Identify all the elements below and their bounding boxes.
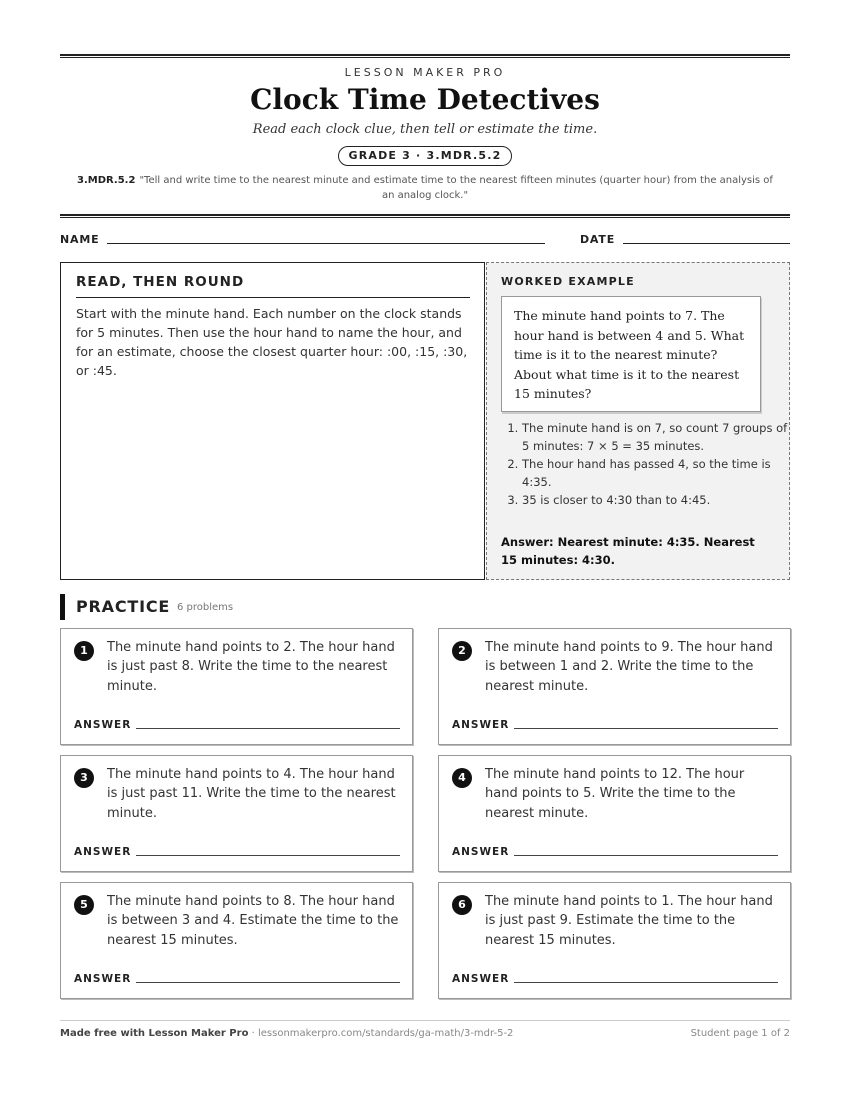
- date-label: DATE: [580, 233, 616, 246]
- worksheet-page: [60, 0, 790, 1100]
- problem-text: The minute hand points to 2. The hour hand is just past 8. Write the time to the nearest minute.: [107, 640, 395, 694]
- problem-card-5: [60, 882, 413, 999]
- footer-page-info: Student page 1 of 2: [690, 1028, 790, 1039]
- name-field[interactable]: [107, 243, 545, 244]
- answer-label: ANSWER: [74, 973, 132, 985]
- problem-number: 6: [452, 895, 472, 915]
- practice-accent-bar: [60, 594, 65, 620]
- practice-count: 6 problems: [177, 602, 234, 613]
- problem-card-4: [438, 755, 791, 872]
- worked-example-step: 3. 35 is closer to 4:30 than to 4:45.: [522, 491, 792, 509]
- footer-url: · lessonmakerpro.com/standards/ga-math/3-mdr-5-2: [248, 1028, 514, 1039]
- answer-label: ANSWER: [74, 846, 132, 858]
- footer-made-with: Made free with Lesson Maker Pro: [60, 1028, 249, 1039]
- brand-name: LESSON MAKER PRO: [344, 66, 506, 79]
- read-then-round-panel: [60, 262, 485, 580]
- problem-number: 2: [452, 641, 472, 661]
- worked-example-panel: [486, 262, 790, 580]
- footer-rule: [60, 1020, 790, 1021]
- problem-text: The minute hand points to 1. The hour hand is just past 9. Estimate the time to the nearest 15 minutes.: [485, 894, 773, 948]
- worked-example-steps: [501, 419, 792, 509]
- standard-text: "Tell and write time to the nearest minute and estimate time to the nearest fifteen minutes (quarter hour) from the analysis of an analog clock.": [139, 175, 773, 201]
- problem-text: The minute hand points to 4. The hour hand is just past 11. Write the time to the nearest minute.: [107, 767, 396, 821]
- answer-label: ANSWER: [452, 846, 510, 858]
- read-panel-body: Start with the minute hand. Each number on the clock stands for 5 minutes. Then use the hour hand to name the hour, and for an estimate, choose the closest quarter hour: :00, :15, :30, or :45.: [76, 306, 468, 378]
- problem-card-3: [60, 755, 413, 872]
- problem-number: 1: [74, 641, 94, 661]
- date-field[interactable]: [623, 243, 790, 244]
- answer-field-6[interactable]: [514, 982, 778, 983]
- worked-example-heading: WORKED EXAMPLE: [501, 275, 635, 288]
- worksheet-subtitle: Read each clock clue, then tell or estimate the time.: [252, 122, 598, 137]
- footer-credit: [60, 1028, 513, 1039]
- worked-example-prompt: The minute hand points to 7. The hour hand is between 4 and 5. What time is it to the nearest minute? About what time is it to the nearest 15 minutes?: [501, 296, 761, 412]
- read-panel-heading: READ, THEN ROUND: [76, 274, 470, 298]
- grade-badge: GRADE 3 · 3.MDR.5.2: [338, 146, 512, 166]
- problem-text: The minute hand points to 12. The hour hand points to 5. Write the time to the nearest minute.: [485, 767, 745, 821]
- answer-field-3[interactable]: [136, 855, 400, 856]
- worked-example-step: 2. The hour hand has passed 4, so the time is 4:35.: [522, 455, 792, 491]
- top-double-rule: [60, 54, 790, 58]
- answer-field-5[interactable]: [136, 982, 400, 983]
- worked-example-step: 1. The minute hand is on 7, so count 7 groups of 5 minutes: 7 × 5 = 35 minutes.: [522, 419, 792, 455]
- header-bottom-double-rule: [60, 214, 790, 218]
- problem-text: The minute hand points to 8. The hour hand is between 3 and 4. Estimate the time to the nearest 15 minutes.: [107, 894, 399, 948]
- problem-text: The minute hand points to 9. The hour hand is between 1 and 2. Write the time to the nearest minute.: [485, 640, 773, 694]
- standard-code: 3.MDR.5.2: [77, 175, 136, 186]
- answer-field-2[interactable]: [514, 728, 778, 729]
- answer-label: ANSWER: [74, 719, 132, 731]
- problem-number: 5: [74, 895, 94, 915]
- standard-statement: [70, 173, 780, 203]
- problem-card-2: [438, 628, 791, 745]
- worked-example-answer: Answer: Nearest minute: 4:35. Nearest 15 minutes: 4:30.: [501, 535, 755, 567]
- problem-card-6: [438, 882, 791, 999]
- problem-number: 3: [74, 768, 94, 788]
- answer-field-4[interactable]: [514, 855, 778, 856]
- problem-number: 4: [452, 768, 472, 788]
- answer-field-1[interactable]: [136, 728, 400, 729]
- name-label: NAME: [60, 233, 100, 246]
- problem-card-1: [60, 628, 413, 745]
- practice-title: PRACTICE: [76, 597, 171, 616]
- answer-label: ANSWER: [452, 973, 510, 985]
- answer-label: ANSWER: [452, 719, 510, 731]
- worksheet-title: Clock Time Detectives: [250, 83, 600, 116]
